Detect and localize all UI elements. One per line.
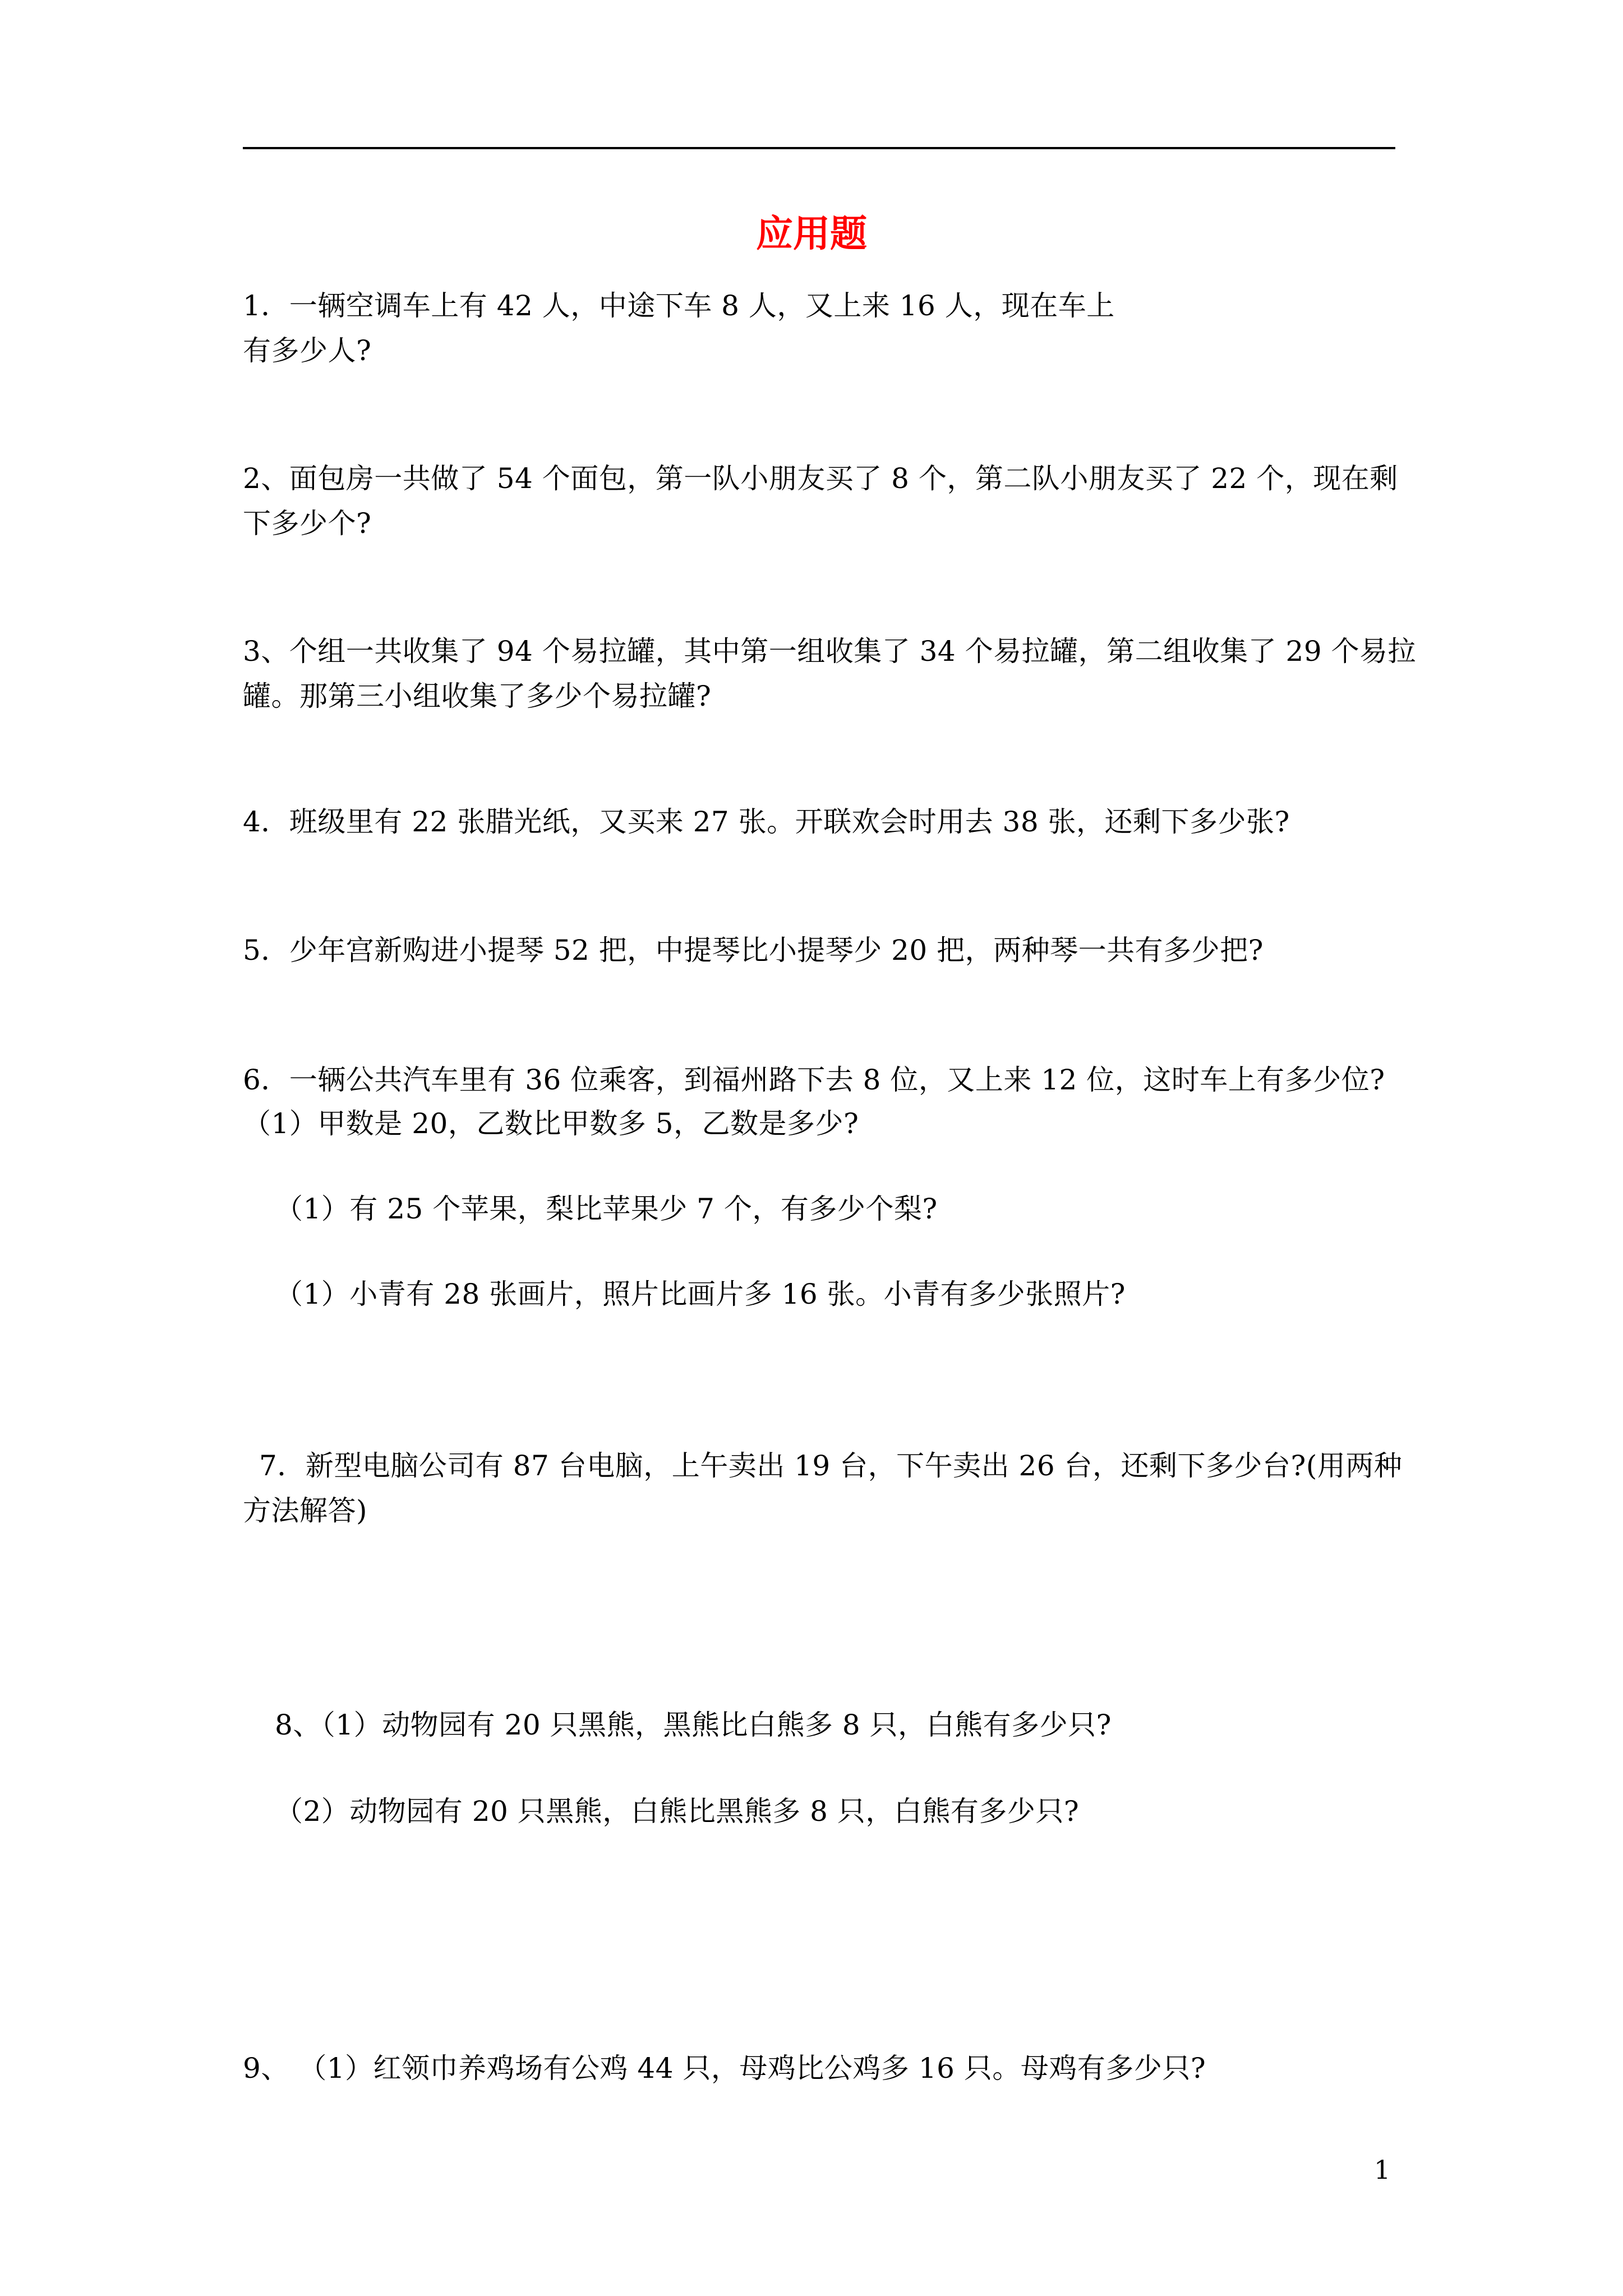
problem-8-line-1: 8、（1）动物园有 20 只黑熊，黑熊比白熊多 8 只，白熊有多少只?	[275, 1709, 1112, 1741]
problem-1-line-1: 1．一辆空调车上有 42 人，中途下车 8 人，又上来 16 人，现在车上	[243, 289, 1115, 322]
problem-6-sub-3: （1）小青有 28 张画片，照片比画片多 16 张。小青有多少张照片?	[275, 1278, 1126, 1310]
problem-7-line-1: 7．新型电脑公司有 87 台电脑，上午卖出 19 台，下午卖出 26 台，还剩下多少台?(用两种	[259, 1450, 1403, 1482]
problem-7-line-2: 方法解答)	[243, 1494, 368, 1527]
problem-3-line-2: 罐。那第三小组收集了多少个易拉罐?	[243, 680, 712, 712]
header-rule	[243, 147, 1395, 149]
problem-4-line-1: 4．班级里有 22 张腊光纸，又买来 27 张。开联欢会时用去 38 张，还剩下多少张?	[243, 806, 1290, 838]
problem-2-line-2: 下多少个?	[243, 507, 372, 540]
problem-6-line-1: 6．一辆公共汽车里有 36 位乘客，到福州路下去 8 位，又上来 12 位，这时车上有多少位?	[243, 1064, 1385, 1096]
problem-8-line-2: （2）动物园有 20 只黑熊，白熊比黑熊多 8 只，白熊有多少只?	[275, 1795, 1080, 1828]
problem-3-line-1: 3、个组一共收集了 94 个易拉罐，其中第一组收集了 34 个易拉罐，第二组收集了 29 个易拉	[243, 635, 1417, 668]
problem-6-sub-2: （1）有 25 个苹果，梨比苹果少 7 个，有多少个梨?	[275, 1193, 938, 1225]
page-number: 1	[1374, 2155, 1391, 2185]
problem-2-line-1: 2、面包房一共做了 54 个面包，第一队小朋友买了 8 个，第二队小朋友买了 22 个，现在剩	[243, 462, 1398, 495]
problem-5-line-1: 5．少年宫新购进小提琴 52 把，中提琴比小提琴少 20 把，两种琴一共有多少把?	[243, 934, 1264, 967]
problem-9-line-1: 9、 （1）红领巾养鸡场有公鸡 44 只，母鸡比公鸡多 16 只。母鸡有多少只?	[243, 2052, 1206, 2085]
problem-6-sub-1: （1）甲数是 20，乙数比甲数多 5，乙数是多少?	[243, 1107, 859, 1140]
page-title: 应用题	[756, 212, 867, 255]
problem-1-line-2: 有多少人?	[243, 334, 372, 367]
